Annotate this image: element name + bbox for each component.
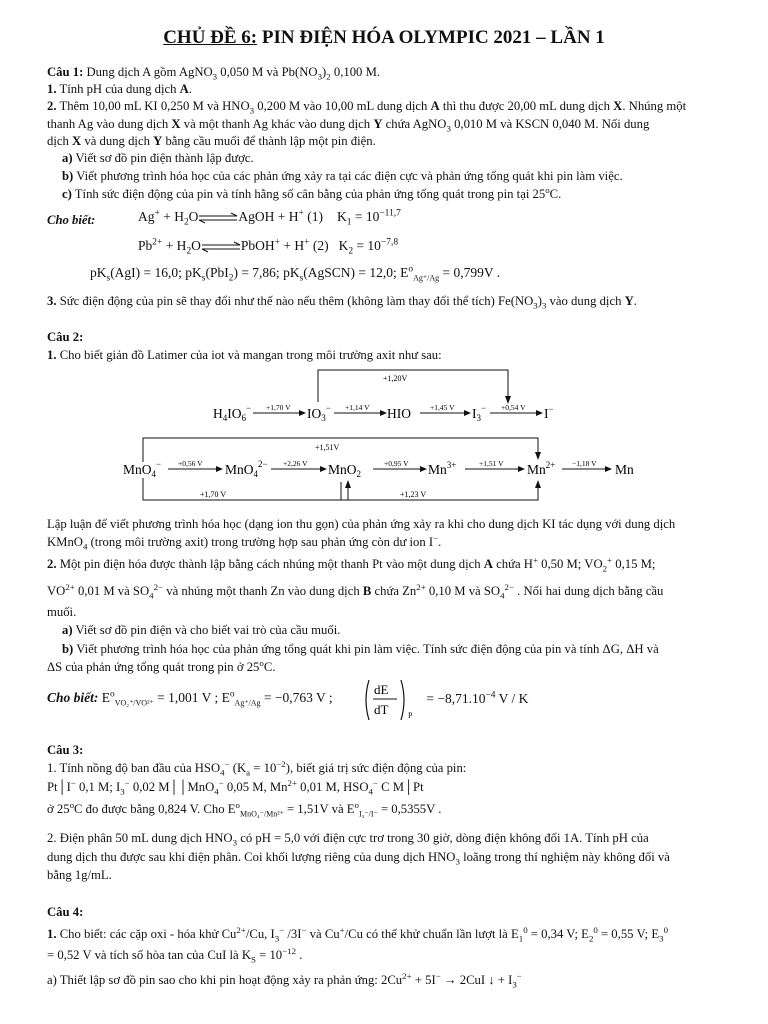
page-title xyxy=(0,27,768,49)
mn-bottom-right-bracket xyxy=(341,482,538,500)
cau3-line1: 1. Tính nồng độ ban đầu của $HSO_4^-$ $(K_a = 10^{-2})$, biết giá trị sức điện động của pin: xyxy=(47,758,467,778)
cau2-q2-line1: 2. Một pin điện hóa được thành lập bằng cách nhúng một thanh Pt vào một dung dịch A chứa H+ 0,50 M; $VO_2^+$ 0,15 M; xyxy=(47,554,656,574)
cau2-q2-line3: muối. xyxy=(47,605,77,619)
cau3-q2-line2: dung dịch thu được sau khi điện phân. Coi khối lượng riêng của dung dịch $HNO_3$ loãng trong thí nghiệm này không đổi và xyxy=(47,850,670,867)
iodine-pot-1: +1,70 V xyxy=(266,403,291,412)
cau1-item-a: a) Viết sơ đồ pin điện thành lập được. xyxy=(62,151,254,165)
species-mno4-2: MnO$_4^{2-}$ xyxy=(225,459,268,479)
cau1-cho-biet: Cho biết: xyxy=(47,213,96,227)
cau2-item-b-cont: ΔS của phản ứng tổng quát trong pin ở 25$^o$C. xyxy=(47,657,276,674)
species-mn: Mn xyxy=(615,462,634,477)
equilibrium-arrow-icon xyxy=(198,212,238,224)
cau3-q2-line1: 2. Điện phân 50 mL dung dịch $HNO_3$ có pH = 5,0 với điện cực trơ trong 30 giờ, dòng điện không đổi 1A. Tính pH của xyxy=(47,831,649,848)
cau4-item-a: a) Thiết lập sơ đồ pin sao cho khi pin hoạt động xảy ra phản ứng: $2Cu^{2+} + 5I^- \to 2CuI$ ↓ + $I_3^-$ xyxy=(47,970,522,990)
cau1-q3: 3. Sức điện động của pin sẽ thay đổi như thế nào nếu thêm (không làm thay đổi thể tích) $Fe(NO_3)_3$ vào dung dịch Y. xyxy=(47,294,637,311)
species-h4io6: $H_4IO_6^-$ xyxy=(213,403,252,423)
cau1-item-b: b) Viết phương trình hóa học của các phản ứng xảy ra tại các điện cực và phản ứng tổng quát khi pin làm việc. xyxy=(62,169,623,183)
cau4-line1: 1. Cho biết: các cặp oxi - hóa khử $Cu^{2+}/Cu$, $I_3^-$ /3I− và Cu+/Cu có thế khử chuẩn lần lượt là $E_1^0 = 0,34$ V; $E_2^0 = 0,55$ V; $E_3^0$ xyxy=(47,924,668,944)
cau2-q2-line2: $VO^{2+}$ 0,01 M và $SO_4^{2-}$ và nhúng một thanh Zn vào dung dịch B chứa $Zn^{2+}$ 0,10 M và $SO_4^{2-}$ . Nối hai dung dịch bằng cầu xyxy=(47,581,664,601)
mn-pot-1: +0,56 V xyxy=(178,459,203,468)
species-mn3: $Mn^{3+}$ xyxy=(428,460,457,477)
cau2-given: Cho biết: $E^o_{VO_2^+/VO^{2+}} = 1,001$ V ; $E^o_{Ag^+/Ag} = -0,763$ V ; xyxy=(47,689,333,708)
cau2-q1: 1. Cho biết giản đồ Latimer của iot và mangan trong môi trường axit như sau: xyxy=(47,348,442,362)
title-topic: CHỦ ĐỀ 6: xyxy=(163,27,258,48)
arrow-head-icon xyxy=(420,466,427,472)
latimer-diagrams xyxy=(0,362,768,502)
cau1-q2-line2: thanh Ag vào dung dịch X và một thanh Ag khác vào dung dịch Y chứa AgNO$_3$ 0,010 M và KSCN 0,040 M. Nối dung xyxy=(47,117,650,134)
cau2-para1-line2: KMnO$_4$ (trong môi trường axit) trong trường hợp sau phản ứng còn dư ion I−. xyxy=(47,532,442,552)
arrow-head-icon xyxy=(299,410,306,416)
equilibrium-arrow-icon xyxy=(201,241,241,253)
mn-pot-5: −1,18 V xyxy=(572,459,597,468)
iodine-pot-2: +1,14 V xyxy=(345,403,370,412)
arrow-head-icon xyxy=(535,452,541,460)
arrow-head-icon xyxy=(605,466,612,472)
iodine-pot-4: +0,54 V xyxy=(501,403,526,412)
species-mn2: $Mn^{2+}$ xyxy=(527,460,556,477)
mn-bottom-right-label: +1,23 V xyxy=(400,490,427,499)
arrow-head-icon xyxy=(216,466,223,472)
right-paren-icon xyxy=(401,680,404,720)
mn-pot-4: +1,51 V xyxy=(479,459,504,468)
svg-text:dT: dT xyxy=(374,702,389,717)
cau1-intro: Câu 1: Dung dịch A gồm AgNO$_3$ 0,050 M và $Pb(NO_3)_2$ 0,100 M. xyxy=(47,65,381,82)
arrow-head-icon xyxy=(345,480,351,488)
species-mno4: MnO$_4$− xyxy=(123,459,162,479)
cau1-equilibrium-1: $Ag^+ + H_2O$ AgOH + H+ (1) $K_1 = 10^{-11,7}$ xyxy=(138,208,401,228)
species-i3: $I_3^-$ xyxy=(472,403,487,423)
species-mno2: MnO$_2$ xyxy=(328,462,362,479)
cau1-q2-line3: dịch X và dung dịch Y bằng cầu muối để thành lập một pin điện. xyxy=(47,134,376,148)
species-io3: $IO_3^-$ xyxy=(307,403,331,423)
arrow-head-icon xyxy=(464,410,471,416)
cau2-item-b: b) Viết phương trình hóa học của phản ứng tổng quát khi pin làm việc. Tính sức điện động của pin và tính ΔG, ΔH và xyxy=(62,642,659,656)
cau2-heading: Câu 2: xyxy=(47,330,84,344)
cau3-cell: Pt│I− 0,1 M; $I_3^-$ 0,02 M││MnO$_4$− 0,05 M, $Mn^{2+}$ 0,01 M, $HSO_4^-$ C M│Pt xyxy=(47,777,424,797)
cau1-pks-values: $pK_s(AgI) = 16,0$; $pK_s(PbI_2) = 7,86$; $pK_s(AgSCN) = 12,0$; $E^o_{Ag^+/Ag} = 0,799V$ . xyxy=(90,264,501,284)
arrow-head-icon xyxy=(320,466,327,472)
left-paren-icon xyxy=(366,680,369,720)
arrow-head-icon xyxy=(380,410,387,416)
cau4-line2: = 0,52 V và tích số hòa tan của CuI là $K_S = 10^{-12}$ . xyxy=(47,945,303,965)
derivative-fraction xyxy=(363,678,423,722)
arrow-head-icon xyxy=(536,410,543,416)
cau1-item-c: c) Tính sức điện động của pin và tính hằng số cân bằng của phản ứng tổng quát trong pin tại 25$^o$C. xyxy=(62,184,562,201)
arrow-head-icon xyxy=(535,480,541,488)
species-i: I− xyxy=(544,404,554,421)
cau1-q1: 1. Tính pH của dung dịch A. xyxy=(47,82,192,96)
svg-text:dE: dE xyxy=(374,682,389,697)
iodine-bracket-label: +1,20V xyxy=(383,374,408,383)
svg-text:P: P xyxy=(408,711,413,720)
iodine-pot-3: +1,45 V xyxy=(430,403,455,412)
mn-pot-2: +2,26 V xyxy=(283,459,308,468)
cau3-q2-line3: bằng 1g/mL. xyxy=(47,868,112,882)
cau2-derivative: dE dT P = $-8,71.10^{-4}$ V / K xyxy=(363,678,528,722)
species-hio: HIO xyxy=(387,406,411,421)
mn-bottom-left-label: +1,70 V xyxy=(200,490,227,499)
cau1-q2-line1: 2. Thêm 10,00 mL KI 0,250 M và $HNO_3$ 0,200 M vào 10,00 mL dung dịch A thì thu được 20,00 mL dung dịch X. Nhúng một xyxy=(47,99,687,116)
cau1-equilibrium-2: $Pb^{2+} + H_2O$ PbOH+ + H+ (2) $K_2 = 10^{-7,8}$ xyxy=(138,237,399,257)
mn-top-label: +1,51V xyxy=(315,443,340,452)
iodine-bracket-line xyxy=(318,370,508,402)
cau4-heading: Câu 4: xyxy=(47,905,84,919)
arrow-head-icon xyxy=(518,466,525,472)
mn-bottom-left-bracket xyxy=(143,478,348,500)
cau2-para1-line1: Lập luận để viết phương trình hóa học (dạng ion thu gọn) của phản ứng xảy ra khi cho dung dịch KI tác dụng với dung dịch xyxy=(47,517,676,531)
cau3-line3: ở 25$^o$C đo được bằng 0,824 V. Cho $E^o_{MnO_4^-/Mn^{2+}} = 1,51V$ và $E^o_{I_3^-/I^-} = 0,5355V$ . xyxy=(47,799,442,819)
title-text: PIN ĐIỆN HÓA OLYMPIC 2021 – LẦN 1 xyxy=(261,27,605,48)
cau3-heading: Câu 3: xyxy=(47,743,84,757)
cau2-item-a: a) Viết sơ đồ pin điện và cho biết vai trò của cầu muối. xyxy=(62,623,341,637)
mn-pot-3: +0,95 V xyxy=(384,459,409,468)
cau1-heading: Câu 1: xyxy=(47,65,84,79)
